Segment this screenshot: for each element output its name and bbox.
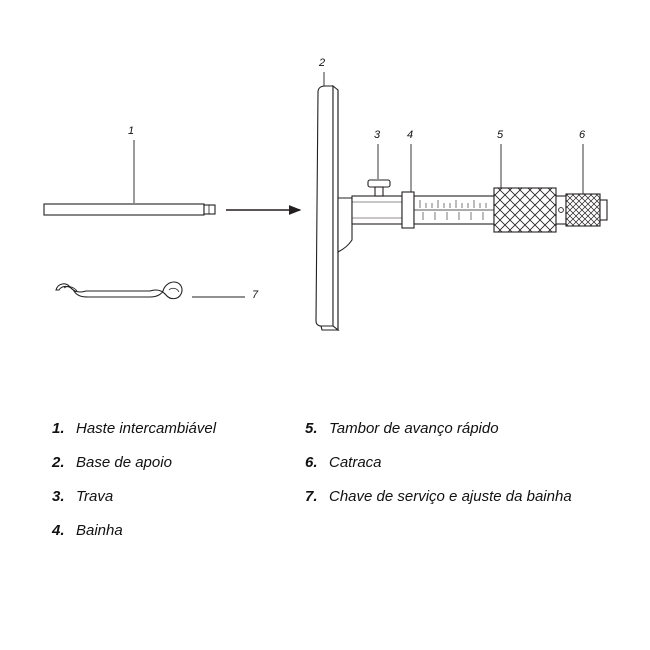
legend-item-3 <box>52 480 302 514</box>
legend-item-6 <box>305 446 635 480</box>
callout-1: 1 <box>128 125 135 137</box>
part-rod <box>44 140 300 215</box>
part-thimble <box>494 144 566 232</box>
part-lock <box>368 144 390 196</box>
legend-label: Base de apoio <box>76 454 172 471</box>
legend-label: Trava <box>76 488 114 505</box>
legend-item-5 <box>305 412 635 446</box>
legend-number: 5. <box>305 420 318 437</box>
callout-4: 4 <box>407 129 414 141</box>
callout-7: 7 <box>252 289 259 301</box>
legend-number: 6. <box>305 454 318 471</box>
legend-label: Chave de serviço e ajuste da bainha <box>329 488 572 505</box>
legend-column-left <box>52 412 302 548</box>
callout-5: 5 <box>497 129 504 141</box>
legend-column-right <box>305 412 635 514</box>
legend <box>0 412 650 592</box>
legend-number: 2. <box>52 454 65 471</box>
legend-label: Bainha <box>76 522 123 539</box>
legend-item-1 <box>52 412 302 446</box>
legend-label: Catraca <box>329 454 382 471</box>
part-spanner-wrench <box>56 282 245 299</box>
part-base <box>316 72 352 330</box>
legend-item-7 <box>305 480 635 514</box>
legend-item-2 <box>52 446 302 480</box>
part-ratchet <box>566 144 607 226</box>
legend-number: 1. <box>52 420 65 437</box>
callout-6: 6 <box>579 129 586 141</box>
legend-label: Tambor de avanço rápido <box>329 420 499 437</box>
callout-2: 2 <box>319 57 326 69</box>
legend-item-4 <box>52 514 302 548</box>
callout-3: 3 <box>374 129 381 141</box>
legend-number: 3. <box>52 488 65 505</box>
legend-number: 4. <box>52 522 65 539</box>
legend-number: 7. <box>305 488 318 505</box>
legend-label: Haste intercambiável <box>76 420 217 437</box>
